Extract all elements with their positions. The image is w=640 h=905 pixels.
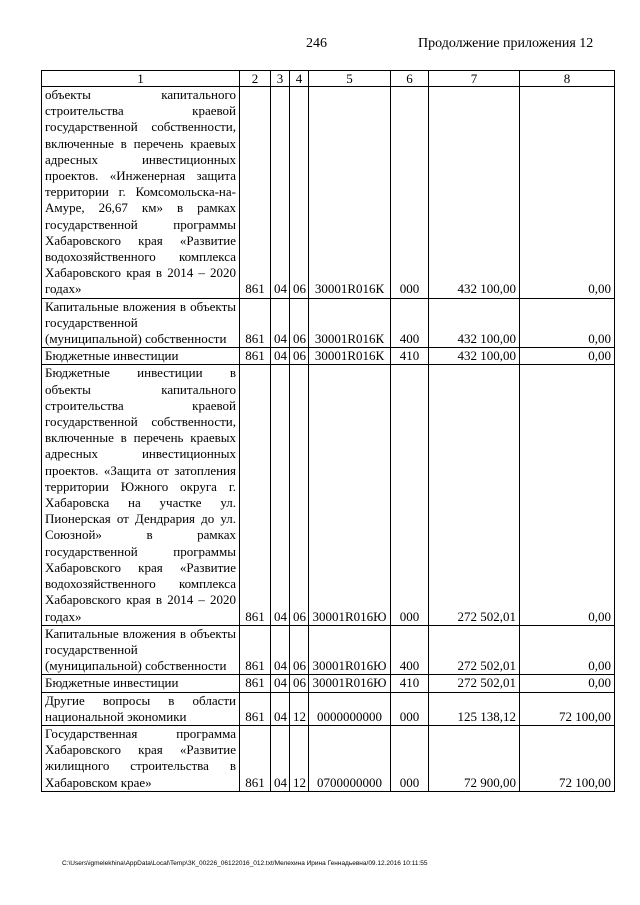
column-header: 3 xyxy=(271,71,290,87)
section-code: 04 xyxy=(271,365,290,625)
table-row xyxy=(42,725,615,791)
amount-col8: 0,00 xyxy=(520,298,615,348)
amount-col7: 432 100,00 xyxy=(429,87,520,299)
amount-col7: 272 502,01 xyxy=(429,675,520,692)
expense-type-code: 000 xyxy=(391,87,429,299)
expense-type-code: 410 xyxy=(391,348,429,365)
expense-type-code: 000 xyxy=(391,692,429,725)
row-name: Капитальные вложения в объекты государственной (муниципальной) собственности xyxy=(42,298,240,348)
section-code: 04 xyxy=(271,298,290,348)
amount-col7: 432 100,00 xyxy=(429,298,520,348)
column-header: 8 xyxy=(520,71,615,87)
amount-col7: 272 502,01 xyxy=(429,365,520,625)
expense-type-code: 000 xyxy=(391,725,429,791)
footer-file-path: C:\Users\igmelekhina\AppData\Local\Temp\ЗК_00226_06122016_012.txt/Мелехина Ирина Геннадьевна/09.12.2016 10:11:55 xyxy=(62,860,428,867)
target-code: 30001R016Ю xyxy=(309,625,391,675)
ministry-code: 861 xyxy=(240,298,271,348)
section-code: 04 xyxy=(271,675,290,692)
expense-type-code: 400 xyxy=(391,625,429,675)
section-code: 04 xyxy=(271,692,290,725)
budget-table xyxy=(41,70,615,792)
continuation-title: Продолжение приложения 12 xyxy=(418,36,594,51)
ministry-code: 861 xyxy=(240,725,271,791)
section-code: 04 xyxy=(271,348,290,365)
amount-col7: 72 900,00 xyxy=(429,725,520,791)
ministry-code: 861 xyxy=(240,348,271,365)
target-code: 30001R016Ю xyxy=(309,365,391,625)
ministry-code: 861 xyxy=(240,692,271,725)
target-code: 0700000000 xyxy=(309,725,391,791)
expense-type-code: 400 xyxy=(391,298,429,348)
section-code: 04 xyxy=(271,87,290,299)
amount-col7: 432 100,00 xyxy=(429,348,520,365)
amount-col8: 0,00 xyxy=(520,625,615,675)
target-code: 30001R016К xyxy=(309,87,391,299)
column-number-row xyxy=(42,71,615,87)
row-name: Другие вопросы в области национальной экономики xyxy=(42,692,240,725)
table-row xyxy=(42,625,615,675)
table-row xyxy=(42,298,615,348)
table-row xyxy=(42,692,615,725)
column-header: 1 xyxy=(42,71,240,87)
row-name: Капитальные вложения в объекты государственной (муниципальной) собственности xyxy=(42,625,240,675)
amount-col8: 72 100,00 xyxy=(520,692,615,725)
amount-col8: 0,00 xyxy=(520,348,615,365)
row-name: Бюджетные инвестиции xyxy=(42,348,240,365)
target-code: 30001R016К xyxy=(309,298,391,348)
column-header: 6 xyxy=(391,71,429,87)
row-name: Бюджетные инвестиции xyxy=(42,675,240,692)
table-row xyxy=(42,348,615,365)
column-header: 2 xyxy=(240,71,271,87)
subsection-code: 06 xyxy=(290,365,309,625)
subsection-code: 06 xyxy=(290,87,309,299)
subsection-code: 12 xyxy=(290,692,309,725)
amount-col7: 125 138,12 xyxy=(429,692,520,725)
amount-col8: 72 100,00 xyxy=(520,725,615,791)
amount-col8: 0,00 xyxy=(520,675,615,692)
ministry-code: 861 xyxy=(240,87,271,299)
target-code: 30001R016Ю xyxy=(309,675,391,692)
table-row xyxy=(42,675,615,692)
column-header: 5 xyxy=(309,71,391,87)
row-name: Государственная программа Хабаровского края «Развитие жилищного строительства в Хабаровском крае» xyxy=(42,725,240,791)
table-row xyxy=(42,87,615,299)
row-name: объекты капитального строительства краевой государственной собственности, включенные в перечень краевых адресных инвестиционных проектов. «Инженерная защита территории г. Комсомольска-на-Амуре, 26,67 км» в рамках государственной программы Хабаровского края «Развитие водохозяйственного комплекса Хабаровского края в 2014 – 2020 годах» xyxy=(42,87,240,299)
ministry-code: 861 xyxy=(240,365,271,625)
column-header: 4 xyxy=(290,71,309,87)
target-code: 0000000000 xyxy=(309,692,391,725)
section-code: 04 xyxy=(271,625,290,675)
expense-type-code: 000 xyxy=(391,365,429,625)
subsection-code: 06 xyxy=(290,675,309,692)
subsection-code: 12 xyxy=(290,725,309,791)
target-code: 30001R016К xyxy=(309,348,391,365)
row-name: Бюджетные инвестиции в объекты капитального строительства краевой государственной собственности, включенные в перечень краевых адресных инвестиционных проектов. «Защита от затопления территории Южного округа г. Хабаровска на участке ул. Пионерская от Дендрария до ул. Союзной» в рамках государственной программы Хабаровского края «Развитие водохозяйственного комплекса Хабаровского края в 2014 – 2020 годах» xyxy=(42,365,240,625)
amount-col7: 272 502,01 xyxy=(429,625,520,675)
column-header: 7 xyxy=(429,71,520,87)
expense-type-code: 410 xyxy=(391,675,429,692)
amount-col8: 0,00 xyxy=(520,87,615,299)
ministry-code: 861 xyxy=(240,625,271,675)
ministry-code: 861 xyxy=(240,675,271,692)
section-code: 04 xyxy=(271,725,290,791)
subsection-code: 06 xyxy=(290,298,309,348)
table-row xyxy=(42,365,615,625)
page-number: 246 xyxy=(306,36,327,51)
subsection-code: 06 xyxy=(290,348,309,365)
subsection-code: 06 xyxy=(290,625,309,675)
amount-col8: 0,00 xyxy=(520,365,615,625)
